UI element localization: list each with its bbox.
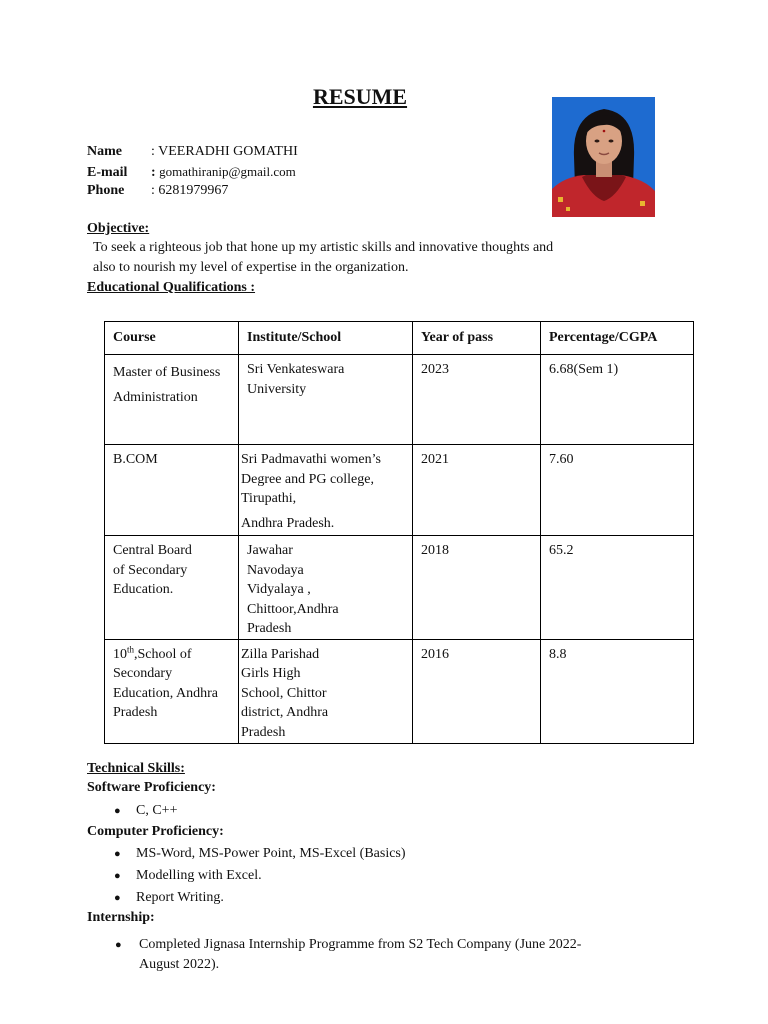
year-cell: 2016: [413, 639, 541, 743]
institute-line: Tirupathi,: [241, 491, 297, 506]
table-row: [105, 536, 694, 640]
phone-value: : 6281979967: [151, 183, 229, 198]
course-cell: [105, 536, 239, 640]
score-cell: 8.8: [541, 639, 694, 743]
list-item: ● Completed Jignasa Internship Programme from S2 Tech Company (June 2022- August 2022).: [115, 937, 582, 972]
institute-line: district, Andhra: [241, 705, 329, 720]
table-header-row: [105, 322, 694, 355]
list-item: ● MS-Word, MS-Power Point, MS-Excel (Basics): [136, 843, 406, 865]
course-line: Central Board: [113, 543, 192, 558]
score-cell: 65.2: [541, 536, 694, 640]
internship-heading: Internship:: [87, 910, 155, 925]
course-line: Education, Andhra: [113, 685, 218, 701]
email-value[interactable]: gomathiranip@gmail.com: [159, 164, 296, 179]
institute-cell: [239, 355, 413, 445]
technical-skills-heading: Technical Skills:: [87, 761, 185, 776]
software-list: [114, 800, 178, 822]
institute-cell: [239, 445, 413, 536]
table-row: [105, 355, 694, 445]
list-item: ● C, C++: [136, 800, 177, 822]
institute-line: School, Chittor: [241, 685, 327, 701]
resume-title: RESUME: [312, 84, 408, 109]
institute-cell: [239, 639, 413, 743]
institute-cell: [239, 536, 413, 640]
institute-line: Pradesh: [247, 621, 292, 636]
course-cell: [105, 445, 239, 536]
course-line: Secondary: [113, 666, 173, 681]
course-cell: [105, 639, 239, 743]
column-header: Year of pass: [413, 322, 541, 355]
table-row: [105, 639, 694, 743]
institute-line: Vidyalaya ,: [247, 582, 311, 597]
list-item: ● Report Writing.: [136, 887, 406, 909]
table-row: [105, 445, 694, 536]
institute-line: Zilla Parishad: [241, 646, 320, 662]
year-cell: 2018: [413, 536, 541, 640]
institute-line: Girls High: [241, 666, 301, 681]
computer-proficiency-heading: Computer Proficiency:: [87, 824, 224, 839]
institute-line: Jawahar: [247, 543, 293, 558]
institute-line: University: [247, 381, 307, 397]
phone-label: Phone: [87, 183, 125, 198]
bullet-icon: ●: [114, 848, 121, 860]
institute-line: Sri Padmavathi women’s: [241, 452, 381, 467]
bullet-icon: ●: [114, 892, 121, 904]
column-header: Institute/School: [239, 322, 413, 355]
institute-line: Chittoor,Andhra: [247, 601, 339, 617]
computer-list: [114, 843, 406, 909]
course-line: B.COM: [113, 452, 158, 467]
institute-line: Sri Venkateswara: [247, 362, 345, 377]
course-line: of Secondary: [113, 562, 188, 578]
year-cell: 2021: [413, 445, 541, 536]
email-row: [87, 162, 296, 182]
course-line: Administration: [113, 390, 198, 405]
bullet-icon: ●: [114, 870, 121, 882]
objective-heading: Objective:: [87, 221, 150, 236]
email-colon: :: [151, 165, 156, 180]
name-row: [87, 142, 298, 162]
bullet-icon: ●: [115, 939, 122, 951]
year-cell: 2023: [413, 355, 541, 445]
score-cell: 6.68(Sem 1): [541, 355, 694, 445]
course-line: Master of Business: [113, 365, 221, 380]
education-table: [104, 321, 694, 744]
column-header: Course: [105, 322, 239, 355]
institute-line: Andhra Pradesh.: [241, 515, 335, 531]
score-cell: 7.60: [541, 445, 694, 536]
profile-photo: [552, 97, 655, 217]
institute-line: Navodaya: [247, 562, 304, 578]
course-line: Pradesh: [113, 705, 158, 720]
objective-line-1: To seek a righteous job that hone up my artistic skills and innovative thoughts and: [93, 240, 554, 255]
course-line: 10th,School of: [113, 643, 192, 662]
course-line: Education.: [113, 582, 174, 597]
bullet-icon: ●: [114, 805, 121, 817]
education-heading: Educational Qualifications :: [87, 280, 256, 295]
institute-line: Degree and PG college,: [241, 471, 374, 487]
name-label: Name: [87, 144, 122, 159]
name-value: : VEERADHI GOMATHI: [151, 144, 298, 159]
email-label: E-mail: [87, 165, 128, 180]
objective-line-2: also to nourish my level of expertise in the organization.: [93, 260, 409, 275]
internship-list: [115, 935, 659, 975]
course-cell: [105, 355, 239, 445]
column-header: Percentage/CGPA: [541, 322, 694, 355]
list-item: ● Modelling with Excel.: [136, 865, 406, 887]
software-proficiency-heading: Software Proficiency:: [87, 780, 216, 795]
institute-line: Pradesh: [241, 724, 286, 740]
phone-row: [87, 181, 228, 201]
